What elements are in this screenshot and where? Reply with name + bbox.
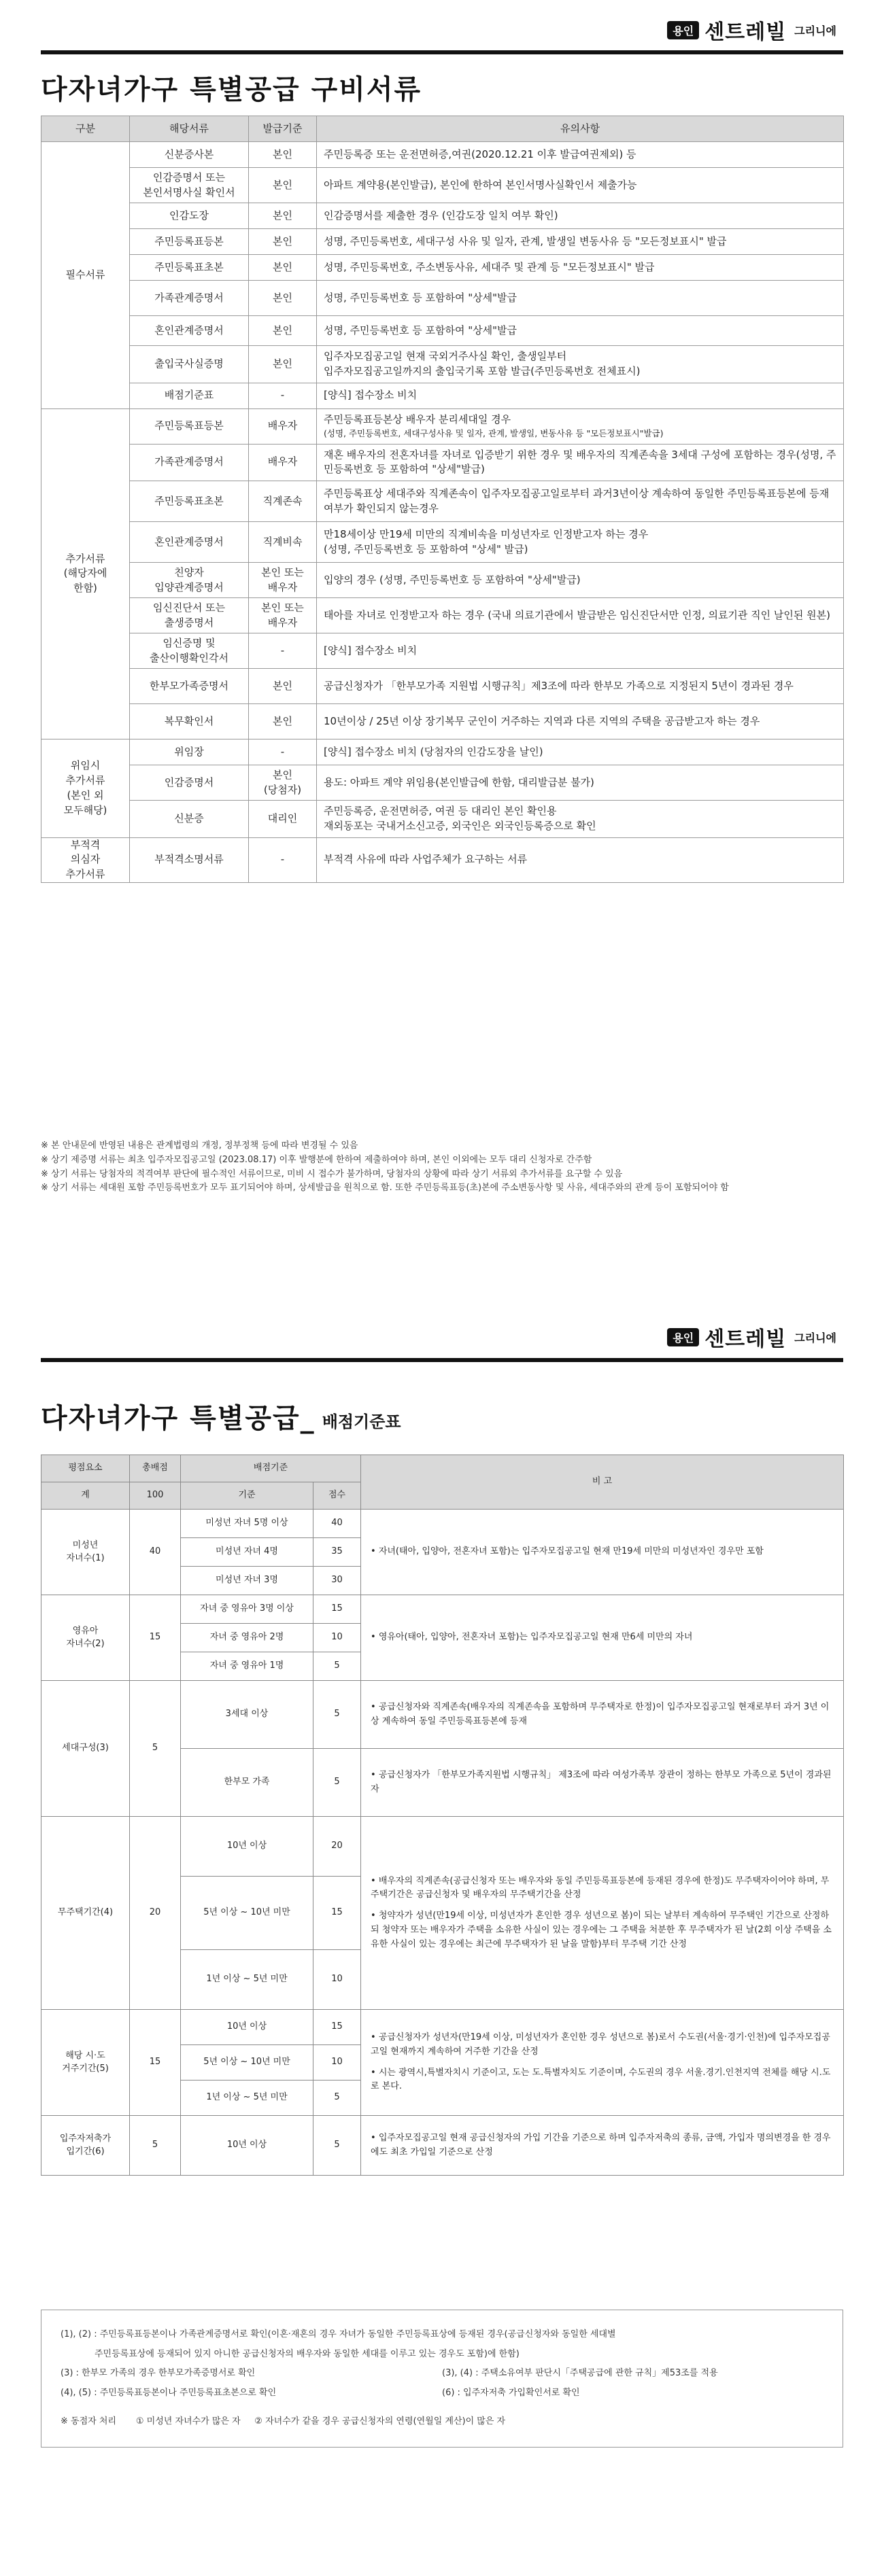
document-name: 한부모가족증명서: [130, 669, 249, 704]
remark-cell: [361, 1595, 844, 1681]
notice-line: ※ 상기 제증명 서류는 최초 입주자모집공고일 (2023.08.17) 이후 발행분에 한하여 제출하여야 하며, 본인 이외에는 모두 대리 신청자로 간주함: [41, 1154, 592, 1165]
remark-line: • 배우자의 직계존속(공급신청자 또는 배우자와 동일 주민등록표등본에 등재된 경우에 한정)도 무주택자이어야 하며, 무주택기간은 공급신청자 및 배우자의 무주택기간을 산정: [371, 1875, 830, 1900]
score-cell: 10: [313, 1950, 361, 2010]
score-table: [41, 1455, 844, 2176]
remark-line: • 공급신청자가 성년자(만19세 이상, 미성년자가 혼인한 경우 성년으로 봄)로서 수도권(서울·경기·인천)에 입주자모집공고일 현재까지 계속하여 거주한 기간을 산정: [371, 2032, 830, 2057]
note-text: 성명, 주민등록번호, 주소변동사유, 세대주 및 관계 등 "모든정보표시" 발급: [324, 260, 655, 273]
document-note: [317, 316, 844, 346]
remark-cell: [361, 2116, 844, 2176]
note-text: 인감증명서를 제출한 경우 (인감도장 일치 여부 확인): [324, 209, 558, 222]
document-row: [41, 704, 844, 739]
footnote-4a: (4), (5) : 주민등록표등본이나 주민등록표초본으로 확인: [61, 2387, 277, 2398]
issue-basis: 직계존속: [249, 481, 317, 522]
note-text: 공급신청자가 「한부모가족 지원법 시행규칙」제3조에 따라 한부모 가족으로 지정된지 5년이 경과된 경우: [324, 679, 794, 692]
document-row: [41, 522, 844, 563]
section1-title: 다자녀가구 특별공급 구비서류: [41, 74, 422, 105]
issue-basis: 본인 또는 배우자: [249, 598, 317, 633]
score-row: [41, 2010, 844, 2045]
criteria-cell: 자녀 중 영유아 2명: [181, 1624, 313, 1652]
brand-badge: 용인: [667, 1328, 699, 1346]
criteria-cell: 3세대 이상: [181, 1681, 313, 1749]
note-text: 성명, 주민등록번호 등 포함하여 "상세"발급: [324, 324, 517, 336]
score-row: [41, 1817, 844, 1877]
issue-basis: 본인: [249, 203, 317, 229]
score-cell: 5: [313, 2116, 361, 2176]
document-name: 신분증: [130, 801, 249, 838]
header-sum-label: 계: [41, 1482, 130, 1510]
brand-sub: 그리니에: [794, 24, 836, 37]
document-row: [41, 765, 844, 801]
header-factor: 평점요소: [41, 1455, 130, 1482]
section2-title: [41, 1397, 401, 1435]
factor-cell: 해당 시·도 거주기간(5): [41, 2010, 130, 2116]
document-note: [317, 669, 844, 704]
document-row: [41, 669, 844, 704]
document-row: [41, 444, 844, 481]
header-score-label: 점수: [313, 1482, 361, 1510]
issue-basis: 배우자: [249, 444, 317, 481]
issue-basis: -: [249, 633, 317, 669]
factor-cell: 무주택기간(4): [41, 1817, 130, 2010]
note-text: [양식] 접수장소 비치: [324, 389, 418, 402]
document-note: [317, 383, 844, 408]
document-name: 위임장: [130, 739, 249, 765]
issue-basis: 본인: [249, 669, 317, 704]
document-row: [41, 837, 844, 882]
factor-total: 5: [130, 1681, 181, 1817]
section1-notes: [41, 1139, 843, 1196]
factor-total: 15: [130, 2010, 181, 2116]
score-row: [41, 2116, 844, 2176]
document-name: 인감증명서: [130, 765, 249, 801]
document-name: 인감증명서 또는 본인서명사실 확인서: [130, 168, 249, 203]
score-row: [41, 1681, 844, 1749]
notice-line: ※ 상기 서류는 당첨자의 적격여부 판단에 필수적인 서류이므로, 미비 시 접수가 불가하며, 당첨자의 상황에 따라 상기 서류외 추가서류를 요구할 수 있음: [41, 1168, 623, 1179]
score-cell: 15: [313, 1877, 361, 1950]
criteria-cell: 한부모 가족: [181, 1749, 313, 1817]
document-row: [41, 203, 844, 229]
document-note: [317, 704, 844, 739]
header-total: 총배점: [130, 1455, 181, 1482]
score-cell: 20: [313, 1817, 361, 1877]
brand-badge: 용인: [667, 21, 699, 39]
issue-basis: -: [249, 383, 317, 408]
document-name: 주민등록표등본: [130, 229, 249, 255]
issue-basis: 본인: [249, 281, 317, 316]
footnotes-box: [41, 2310, 843, 2448]
document-note: [317, 281, 844, 316]
header-rule: [41, 50, 843, 54]
criteria-cell: 10년 이상: [181, 1817, 313, 1877]
issue-basis: 본인: [249, 168, 317, 203]
document-note: [317, 563, 844, 598]
criteria-cell: 미성년 자녀 4명: [181, 1538, 313, 1567]
brand-logo-2: [667, 1322, 836, 1352]
document-note: [317, 444, 844, 481]
document-note: [317, 633, 844, 669]
score-cell: 15: [313, 2010, 361, 2045]
note-text: 주민등록표상 세대주와 직계존속이 입주자모집공고일로부터 과거3년이상 계속하여 동일한 주민등록표등본에 등재여부가 확인되지 않는경우: [324, 487, 830, 515]
issue-basis: 본인 또는 배우자: [249, 563, 317, 598]
brand-name: 센트레빌: [704, 1327, 787, 1351]
issue-basis: 본인: [249, 346, 317, 383]
note-text: 만18세이상 만19세 미만의 직계비속을 미성년자로 인정받고자 하는 경우 (성명, 주민등록번호 등 포함하여 "상세" 발급): [324, 527, 649, 555]
note-text: 주민등록증 또는 운전면허증,여권(2020.12.21 이후 발급여권제외) 등: [324, 147, 636, 160]
category-cell: 추가서류 (해당자에 한함): [41, 408, 130, 739]
document-name: 복무확인서: [130, 704, 249, 739]
remark-cell: • 공급신청자가 「한부모가족지원법 시행규칙」 제3조에 따라 여성가족부 장관이 정하는 한부모 가족으로 5년이 경과된 자: [361, 1749, 844, 1817]
remark-cell: [361, 2010, 844, 2116]
criteria-cell: 5년 이상 ~ 10년 미만: [181, 1877, 313, 1950]
documents-table: [41, 116, 844, 883]
document-row: [41, 383, 844, 408]
footnote-3b: (3), (4) : 주택소유여부 판단시「주택공급에 관한 규칙」제53조를 적용: [442, 2368, 718, 2379]
issue-basis: 배우자: [249, 408, 317, 444]
documents-table-header: [41, 116, 844, 142]
section2-title-sub: 배점기준표: [322, 1412, 401, 1431]
brand-logo: [667, 15, 836, 45]
document-note: [317, 168, 844, 203]
note-text: 10년이상 / 25년 이상 장기복무 군인이 거주하는 지역과 다른 지역의 주택을 공급받고자 하는 경우: [324, 714, 760, 727]
score-cell: 15: [313, 1595, 361, 1624]
document-note: [317, 229, 844, 255]
header-crit-label: 기준: [181, 1482, 313, 1510]
factor-cell: 입주자저축가 입기간(6): [41, 2116, 130, 2176]
document-name: 임신증명 및 출산이행확인각서: [130, 633, 249, 669]
criteria-cell: 10년 이상: [181, 2116, 313, 2176]
document-name: 인감도장: [130, 203, 249, 229]
remark-cell: • 공급신청자와 직계존속(배우자의 직계존속을 포함하며 무주택자로 한정)이 입주자모집공고일 현재로부터 과거 3년 이상 계속하여 동일 주민등록표등본에 등재: [361, 1681, 844, 1749]
score-cell: 10: [313, 2045, 361, 2081]
document-name: 친양자 입양관계증명서: [130, 563, 249, 598]
criteria-cell: 자녀 중 영유아 3명 이상: [181, 1595, 313, 1624]
remark-line: • 자녀(태아, 입양아, 전혼자녀 포함)는 입주자모집공고일 현재 만19세 미만의 미성년자인 경우만 포함: [371, 1546, 764, 1557]
brand-sub: 그리니에: [794, 1331, 836, 1344]
remark-line: • 입주자모집공고일 현재 공급신청자의 가입 기간을 기준으로 하며 입주자저축의 종류, 금액, 가입자 명의변경을 한 경우에도 최초 가입일 기준으로 산정: [371, 2132, 831, 2157]
criteria-cell: 미성년 자녀 5명 이상: [181, 1510, 313, 1538]
criteria-cell: 1년 이상 ~ 5년 미만: [181, 2081, 313, 2116]
document-row: [41, 346, 844, 383]
issue-basis: -: [249, 739, 317, 765]
issue-basis: 대리인: [249, 801, 317, 838]
document-note: [317, 598, 844, 633]
score-row: [41, 1510, 844, 1538]
category-cell: 위임시 추가서류 (본인 외 모두해당): [41, 739, 130, 838]
remark-cell: [361, 1817, 844, 2010]
document-row: [41, 598, 844, 633]
document-name: 주민등록표초본: [130, 481, 249, 522]
criteria-cell: 자녀 중 영유아 1명: [181, 1652, 313, 1681]
category-cell: 부적격 의심자 추가서류: [41, 837, 130, 882]
notice-line: ※ 상기 서류는 세대원 포함 주민등록번호가 모두 표기되어야 하며, 상세발급을 원칙으로 함. 또한 주민등록표등(초)본에 주소변동사항 및 사유, 세대주와의 관계 등이 포함되어야 함: [41, 1183, 729, 1194]
document-name: 신분증사본: [130, 142, 249, 168]
issue-basis: -: [249, 837, 317, 882]
document-note: [317, 408, 844, 444]
header-basis: 발급기준: [249, 116, 317, 142]
document-note: [317, 837, 844, 882]
note-text: 주민등록증, 운전면허증, 여권 등 대리인 본인 확인용 재외동포는 국내거소신고증, 외국인은 외국인등록증으로 확인: [324, 805, 596, 832]
note-text: 성명, 주민등록번호 등 포함하여 "상세"발급: [324, 291, 517, 304]
remark-line: • 영유아(태아, 입양아, 전혼자녀 포함)는 입주자모집공고일 현재 만6세 미만의 자녀: [371, 1632, 693, 1643]
remark-cell: [361, 1510, 844, 1595]
brand-name: 센트레빌: [704, 20, 787, 44]
note-text: 성명, 주민등록번호, 세대구성 사유 및 일자, 관계, 발생일 변동사유 등 "모든정보표시" 발급: [324, 234, 727, 247]
criteria-cell: 미성년 자녀 3명: [181, 1567, 313, 1595]
issue-basis: 본인: [249, 316, 317, 346]
document-row: [41, 281, 844, 316]
document-name: 가족관계증명서: [130, 281, 249, 316]
remark-line: • 청약자가 성년(만19세 이상, 미성년자가 혼인한 경우 성년으로 봄)이 되는 날부터 계속하여 무주택인 기간으로 산정하되 청약자 또는 배우자가 주택을 소유한 사실이 있는 경우에는 그 주택을 처분한 후 무주택자가 된 날(2회 이상 주택을 소유한 사실이 있는 경우에는 최근에 무주택자가 된 날을 말함)부터 무주택 기간 산정: [371, 1911, 832, 1949]
issue-basis: 직계비속: [249, 522, 317, 563]
document-name: 임신진단서 또는 출생증명서: [130, 598, 249, 633]
header-category: 구분: [41, 116, 130, 142]
document-row: [41, 168, 844, 203]
document-name: 주민등록표초본: [130, 255, 249, 281]
document-note: [317, 255, 844, 281]
document-name: 주민등록표등본: [130, 408, 249, 444]
document-row: [41, 316, 844, 346]
score-row: [41, 1595, 844, 1624]
score-cell: 5: [313, 1652, 361, 1681]
score-cell: 5: [313, 2081, 361, 2116]
document-row: [41, 408, 844, 444]
score-cell: 5: [313, 1681, 361, 1749]
remark-line: • 시는 광역시,특별자치시 기준이고, 도는 도.특별자치도 기준이며, 수도권의 경우 서울.경기.인천지역 전체를 해당 시.도로 본다.: [371, 2067, 831, 2092]
criteria-cell: 1년 이상 ~ 5년 미만: [181, 1950, 313, 2010]
document-row: [41, 801, 844, 838]
document-note: [317, 142, 844, 168]
document-row: [41, 739, 844, 765]
score-cell: 10: [313, 1624, 361, 1652]
section2-title-main: 다자녀가구 특별공급_: [41, 1403, 316, 1434]
note-text: 재혼 배우자의 전혼자녀를 자녀로 입증받기 위한 경우 및 배우자의 직계존속을 3세대 구성에 포함하는 경우(성명, 주민등록번호 등 포함하여 "상세"발급): [324, 448, 836, 476]
document-name: 가족관계증명서: [130, 444, 249, 481]
document-name: 부적격소명서류: [130, 837, 249, 882]
note-text: 아파트 계약용(본인발급), 본인에 한하여 본인서명사실확인서 제출가능: [324, 178, 637, 191]
issue-basis: 본인: [249, 704, 317, 739]
document-name: 배점기준표: [130, 383, 249, 408]
note-text: 주민등록표등본상 배우자 분리세대일 경우: [324, 413, 511, 426]
document-note: [317, 739, 844, 765]
header-criteria: 배점기준: [181, 1455, 361, 1482]
header-rule-2: [41, 1358, 843, 1362]
document-row: [41, 229, 844, 255]
issue-basis: 본인: [249, 255, 317, 281]
document-note: [317, 481, 844, 522]
header-document: 해당서류: [130, 116, 249, 142]
score-cell: 40: [313, 1510, 361, 1538]
factor-cell: 영유아 자녀수(2): [41, 1595, 130, 1681]
category-cell: 필수서류: [41, 142, 130, 409]
issue-basis: 본인 (당첨자): [249, 765, 317, 801]
document-name: 혼인관계증명서: [130, 522, 249, 563]
notice-line: ※ 본 안내문에 반영된 내용은 관계법령의 개정, 정부정책 등에 따라 변경될 수 있음: [41, 1141, 358, 1151]
header-sum-value: 100: [130, 1482, 181, 1510]
document-row: [41, 563, 844, 598]
factor-total: 20: [130, 1817, 181, 2010]
factor-total: 40: [130, 1510, 181, 1595]
note-text: 태아를 자녀로 인정받고자 하는 경우 (국내 의료기관에서 발급받은 임신진단서만 인정, 의료기관 직인 날인된 원본): [324, 608, 831, 621]
note-text: 입주자모집공고일 현재 국외거주사실 확인, 출생일부터 입주자모집공고일까지의 출입국기록 포함 발급(주민등록번호 전체표시): [324, 350, 641, 377]
header-remark: 비 고: [361, 1455, 844, 1510]
document-row: [41, 633, 844, 669]
note-text: 용도: 아파트 계약 위임용(본인발급에 한함, 대리발급분 불가): [324, 776, 594, 788]
document-row: [41, 255, 844, 281]
footnote-2: 주민등록표상에 등재되어 있지 아니한 공급신청자의 배우자와 동일한 세대를 이루고 있는 경우도 포함)에 한함): [95, 2348, 520, 2359]
factor-cell: 미성년 자녀수(1): [41, 1510, 130, 1595]
footnote-1: (1), (2) : 주민등록표등본이나 가족관계증명서로 확인(이혼·재혼의 경우 자녀가 동일한 주민등록표상에 등재된 경우(공급신청자와 동일한 세대별: [61, 2329, 616, 2339]
criteria-cell: 10년 이상: [181, 2010, 313, 2045]
footnote-4b: (6) : 입주자저축 가입확인서로 확인: [442, 2387, 580, 2398]
criteria-cell: 5년 이상 ~ 10년 미만: [181, 2045, 313, 2081]
note-subtext: (성명, 주민등록번호, 세대구성사유 및 일자, 관계, 발생일, 변동사유 등 "모든정보표시"발급): [324, 428, 664, 438]
note-text: 부적격 사유에 따라 사업주체가 요구하는 서류: [324, 853, 528, 866]
document-note: [317, 203, 844, 229]
document-row: [41, 142, 844, 168]
issue-basis: 본인: [249, 229, 317, 255]
header-notes: 유의사항: [317, 116, 844, 142]
factor-total: 15: [130, 1595, 181, 1681]
note-text: 입양의 경우 (성명, 주민등록번호 등 포함하여 "상세"발급): [324, 573, 581, 586]
footnote-tiebreak: ※ 동점자 처리 ① 미성년 자녀수가 많은 자 ② 자녀수가 같을 경우 공급신청자의 연령(연월일 계산)이 많은 자: [61, 2416, 506, 2427]
document-row: [41, 481, 844, 522]
score-cell: 30: [313, 1567, 361, 1595]
footnote-3a: (3) : 한부모 가족의 경우 한부모가족증명서로 확인: [61, 2368, 256, 2379]
document-note: [317, 801, 844, 838]
note-text: [양식] 접수장소 비치 (당첨자의 인감도장을 날인): [324, 745, 543, 758]
document-name: 출입국사실증명: [130, 346, 249, 383]
document-note: [317, 522, 844, 563]
document-note: [317, 346, 844, 383]
issue-basis: 본인: [249, 142, 317, 168]
score-cell: 35: [313, 1538, 361, 1567]
score-cell: 5: [313, 1749, 361, 1817]
document-note: [317, 765, 844, 801]
factor-cell: 세대구성(3): [41, 1681, 130, 1817]
document-name: 혼인관계증명서: [130, 316, 249, 346]
note-text: [양식] 접수장소 비치: [324, 644, 418, 657]
factor-total: 5: [130, 2116, 181, 2176]
